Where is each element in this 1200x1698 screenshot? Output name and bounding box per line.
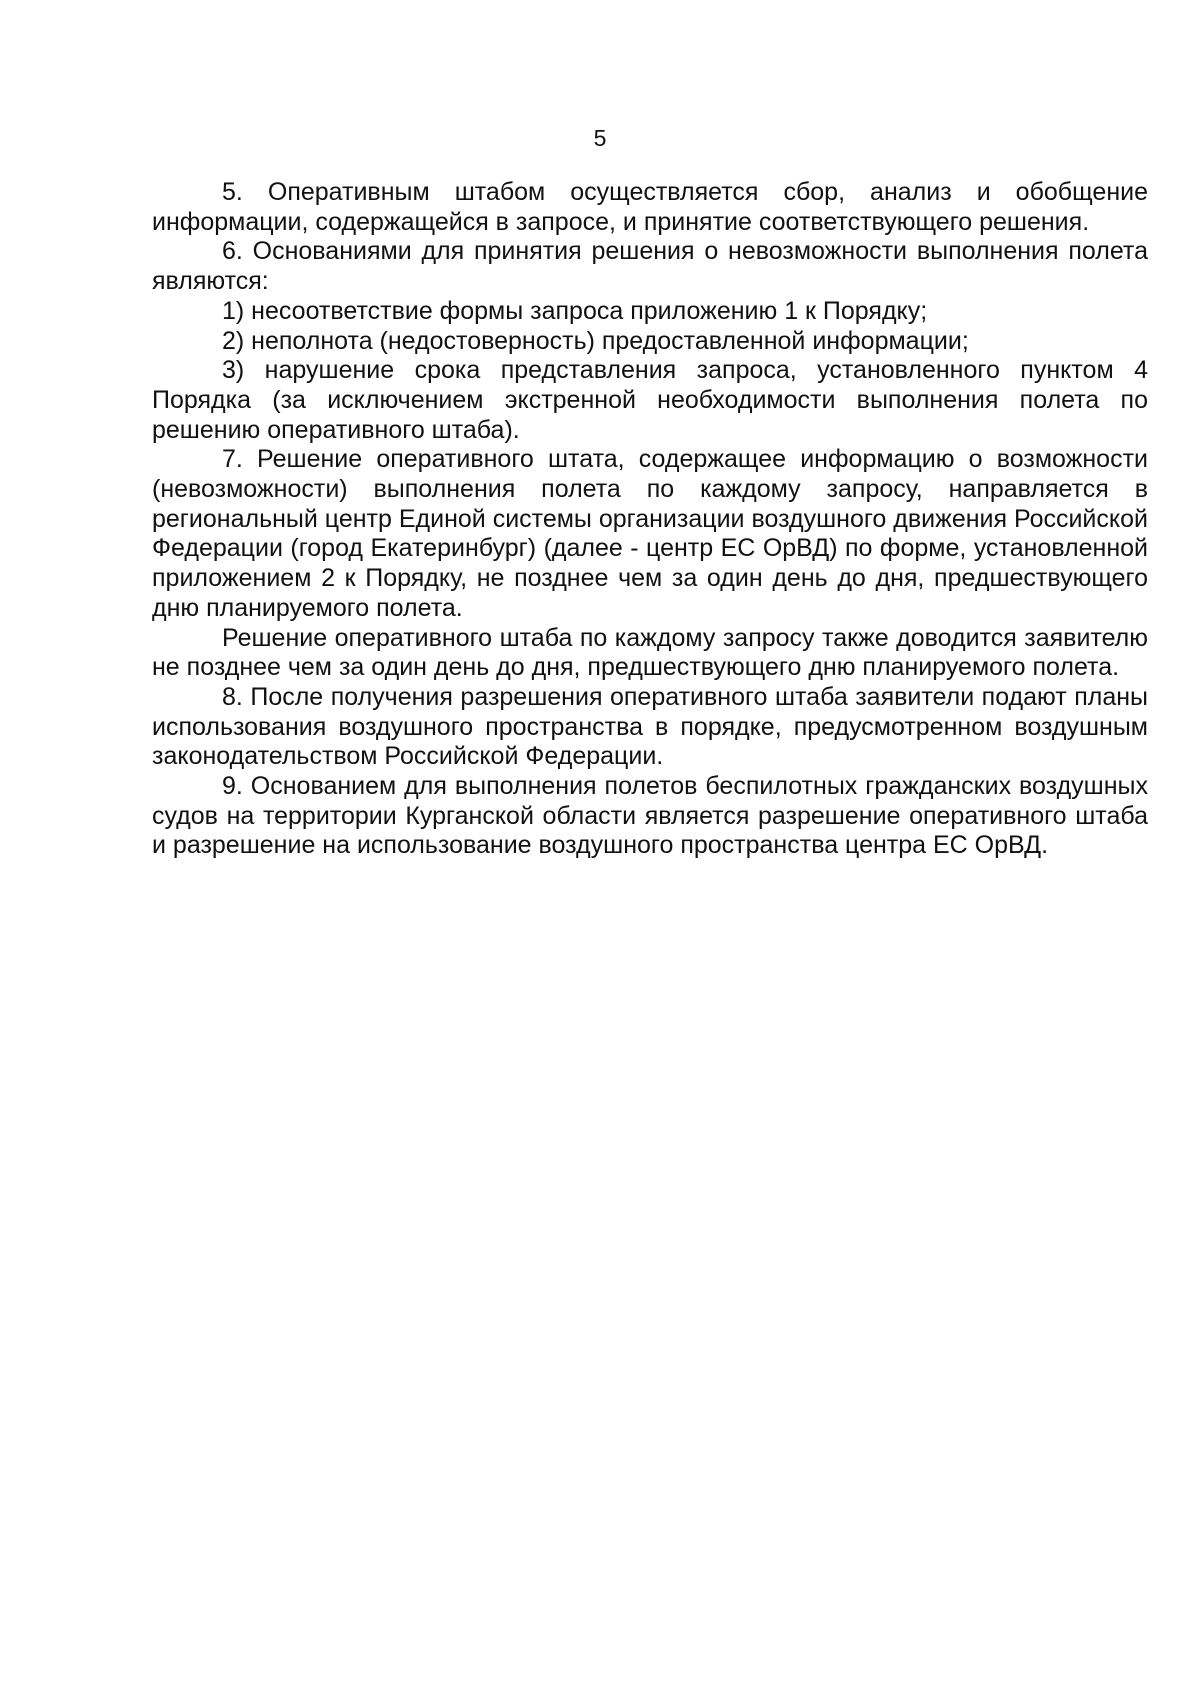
list-item-3: 3) нарушение срока представления запроса, установленного пунктом 4 Порядка (за исключением экстренной необходимости выполнения полета по решению оперативного штаба). [152, 356, 1148, 444]
paragraph-9: 9. Основанием для выполнения полетов беспилотных гражданских воздушных судов на территории Курганской области является разрешение оперативного штаба и разрешение на использование воздушного пространства центра ЕС ОрВД. [152, 772, 1148, 860]
paragraph-8: 8. После получения разрешения оперативного штаба заявители подают планы использования воздушного пространства в порядке, предусмотренном воздушным законодательством Российской Федерации. [152, 682, 1148, 771]
paragraph-5: 5. Оперативным штабом осуществляется сбор, анализ и обобщение информации, содержащейся в запросе, и принятие соответствующего решения. [152, 178, 1148, 236]
paragraph-7-continuation: Решение оперативного штаба по каждому запросу также доводится заявителю не позднее чем за один день до дня, предшествующего дню планируемого полета. [152, 623, 1148, 682]
document-body [152, 178, 1148, 861]
list-item-1: 1) несоответствие формы запроса приложению 1 к Порядку; [222, 296, 928, 325]
paragraph-7: 7. Решение оперативного штата, содержащее информацию о возможности (невозможности) выполнения полета по каждому запросу, направляется в региональный центр Единой системы организации воздушного движения Российской Федерации (город Екатеринбург) (далее - центр ЕС ОрВД) по форме, установленной приложением 2 к Порядку, не позднее чем за один день до дня, предшествующего дню планируемого полета. [152, 445, 1148, 622]
page-number: 5 [593, 125, 607, 151]
paragraph-6: 6. Основаниями для принятия решения о невозможности выполнения полета являются: [152, 237, 1148, 296]
list-item-2: 2) неполнота (недостоверность) предоставленной информации; [222, 326, 969, 355]
